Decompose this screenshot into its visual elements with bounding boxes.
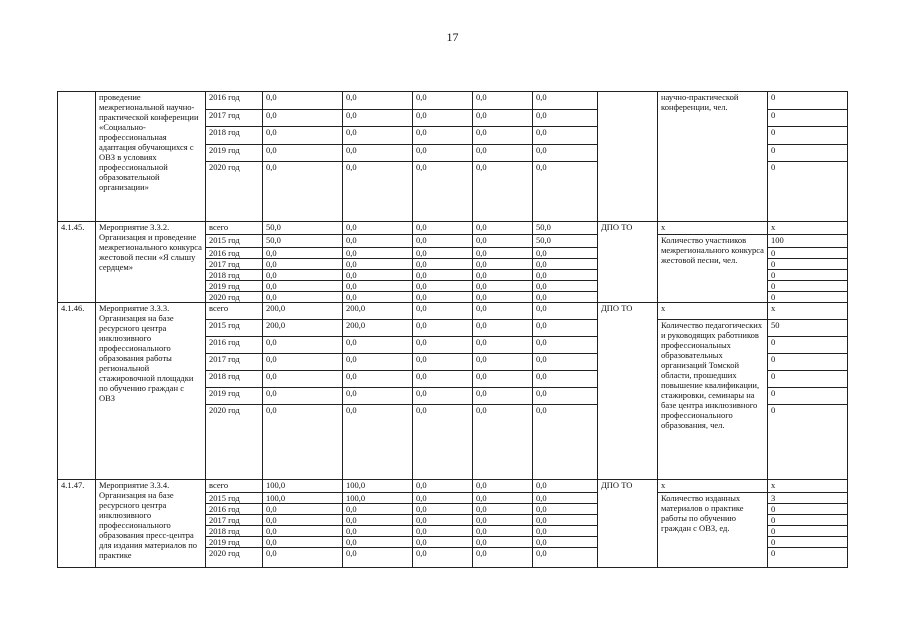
year-cell: 2016 год bbox=[206, 337, 263, 354]
value-cell: 0,0 bbox=[263, 162, 343, 222]
activity-title: Мероприятие 3.3.2. Организация и проведение межрегионального конкурса жестовой песни «Я слышу сердцем» bbox=[96, 222, 206, 303]
value-cell: 0,0 bbox=[533, 371, 598, 388]
indicator-value: 0 bbox=[768, 259, 848, 270]
year-cell: 2016 год bbox=[206, 248, 263, 259]
value-cell: 0,0 bbox=[263, 248, 343, 259]
page-number: 17 bbox=[446, 30, 459, 44]
value-cell: 0,0 bbox=[533, 480, 598, 493]
value-cell: 0,0 bbox=[473, 548, 533, 568]
value-cell: 0,0 bbox=[413, 480, 473, 493]
value-cell: 200,0 bbox=[263, 303, 343, 320]
value-cell: 0,0 bbox=[413, 222, 473, 235]
row-number: 4.1.45. bbox=[58, 222, 96, 303]
value-cell: 0,0 bbox=[533, 337, 598, 354]
indicator-value: 0 bbox=[768, 504, 848, 515]
value-cell: 50,0 bbox=[263, 222, 343, 235]
value-cell: 0,0 bbox=[473, 303, 533, 320]
value-cell: 0,0 bbox=[473, 110, 533, 127]
row-number: 4.1.46. bbox=[58, 303, 96, 480]
indicator-value: х bbox=[768, 303, 848, 320]
year-cell: 2020 год bbox=[206, 405, 263, 480]
indicator-x: х bbox=[658, 222, 768, 235]
value-cell: 0,0 bbox=[343, 222, 413, 235]
value-cell: 0,0 bbox=[413, 320, 473, 337]
value-cell: 0,0 bbox=[473, 235, 533, 248]
value-cell: 0,0 bbox=[473, 504, 533, 515]
indicator-value: 0 bbox=[768, 145, 848, 162]
value-cell: 50,0 bbox=[533, 235, 598, 248]
value-cell: 0,0 bbox=[263, 504, 343, 515]
value-cell: 0,0 bbox=[343, 292, 413, 303]
value-cell: 0,0 bbox=[533, 320, 598, 337]
value-cell: 0,0 bbox=[473, 493, 533, 504]
year-cell: 2019 год bbox=[206, 388, 263, 405]
indicator-value: 0 bbox=[768, 292, 848, 303]
year-cell: 2019 год bbox=[206, 145, 263, 162]
year-cell: всего bbox=[206, 480, 263, 493]
indicator-value: 0 bbox=[768, 354, 848, 371]
value-cell: 0,0 bbox=[343, 235, 413, 248]
value-cell: 0,0 bbox=[533, 110, 598, 127]
value-cell: 0,0 bbox=[263, 405, 343, 480]
value-cell: 0,0 bbox=[473, 371, 533, 388]
value-cell: 0,0 bbox=[533, 493, 598, 504]
value-cell: 0,0 bbox=[413, 371, 473, 388]
value-cell: 200,0 bbox=[263, 320, 343, 337]
value-cell: 200,0 bbox=[343, 320, 413, 337]
value-cell: 0,0 bbox=[473, 248, 533, 259]
value-cell: 100,0 bbox=[343, 480, 413, 493]
value-cell: 0,0 bbox=[473, 162, 533, 222]
value-cell: 0,0 bbox=[413, 92, 473, 110]
executor-cell: ДПО ТО bbox=[598, 222, 658, 303]
year-cell: 2019 год bbox=[206, 537, 263, 548]
value-cell: 0,0 bbox=[533, 127, 598, 145]
table-row bbox=[58, 92, 848, 110]
executor-cell: ДПО ТО bbox=[598, 303, 658, 480]
value-cell: 0,0 bbox=[263, 548, 343, 568]
value-cell: 0,0 bbox=[343, 405, 413, 480]
value-cell: 0,0 bbox=[533, 162, 598, 222]
value-cell: 0,0 bbox=[533, 303, 598, 320]
program-table bbox=[57, 91, 848, 568]
value-cell: 0,0 bbox=[533, 248, 598, 259]
value-cell: 0,0 bbox=[413, 292, 473, 303]
year-cell: 2017 год bbox=[206, 110, 263, 127]
indicator-value: 0 bbox=[768, 110, 848, 127]
value-cell: 0,0 bbox=[263, 371, 343, 388]
indicator-value: 0 bbox=[768, 281, 848, 292]
value-cell: 0,0 bbox=[263, 259, 343, 270]
value-cell: 0,0 bbox=[343, 145, 413, 162]
value-cell: 0,0 bbox=[413, 162, 473, 222]
value-cell: 0,0 bbox=[473, 270, 533, 281]
value-cell: 0,0 bbox=[343, 162, 413, 222]
indicator-name: научно-практической конференции, чел. bbox=[658, 92, 768, 222]
value-cell: 0,0 bbox=[413, 515, 473, 526]
year-cell: 2015 год bbox=[206, 320, 263, 337]
value-cell: 0,0 bbox=[473, 515, 533, 526]
value-cell: 0,0 bbox=[413, 405, 473, 480]
value-cell: 0,0 bbox=[473, 281, 533, 292]
indicator-name: Количество педагогических и руководящих работников профессиональных образовательных организаций Томской области, прошедших повышение квалификации, стажировки, семинары на базе центра инклюзивного профессионального образования, чел. bbox=[658, 320, 768, 480]
year-cell: 2018 год bbox=[206, 526, 263, 537]
value-cell: 0,0 bbox=[263, 337, 343, 354]
indicator-value: 0 bbox=[768, 526, 848, 537]
value-cell: 0,0 bbox=[343, 110, 413, 127]
indicator-value: 0 bbox=[768, 371, 848, 388]
value-cell: 0,0 bbox=[263, 281, 343, 292]
value-cell: 0,0 bbox=[473, 354, 533, 371]
value-cell: 0,0 bbox=[413, 127, 473, 145]
year-cell: 2016 год bbox=[206, 504, 263, 515]
value-cell: 0,0 bbox=[473, 92, 533, 110]
value-cell: 0,0 bbox=[343, 259, 413, 270]
row-number bbox=[58, 92, 96, 222]
value-cell: 0,0 bbox=[533, 515, 598, 526]
indicator-value: х bbox=[768, 222, 848, 235]
value-cell: 0,0 bbox=[413, 526, 473, 537]
value-cell: 0,0 bbox=[413, 504, 473, 515]
indicator-value: 0 bbox=[768, 537, 848, 548]
value-cell: 0,0 bbox=[533, 354, 598, 371]
value-cell: 0,0 bbox=[473, 388, 533, 405]
value-cell: 50,0 bbox=[533, 222, 598, 235]
value-cell: 0,0 bbox=[473, 537, 533, 548]
activity-title: Мероприятие 3.3.3. Организация на базе ресурсного центра инклюзивного профессионального образования работы региональной стажировочной площадки по обучению граждан с ОВЗ bbox=[96, 303, 206, 480]
indicator-value: 0 bbox=[768, 127, 848, 145]
value-cell: 0,0 bbox=[533, 388, 598, 405]
value-cell: 0,0 bbox=[343, 270, 413, 281]
indicator-value: 50 bbox=[768, 320, 848, 337]
indicator-value: 0 bbox=[768, 405, 848, 480]
year-cell: 2019 год bbox=[206, 281, 263, 292]
value-cell: 0,0 bbox=[473, 222, 533, 235]
indicator-value: 0 bbox=[768, 515, 848, 526]
value-cell: 0,0 bbox=[263, 388, 343, 405]
value-cell: 0,0 bbox=[413, 235, 473, 248]
value-cell: 0,0 bbox=[473, 405, 533, 480]
value-cell: 0,0 bbox=[263, 292, 343, 303]
value-cell: 0,0 bbox=[533, 548, 598, 568]
activity-title: Мероприятие 3.3.4. Организация на базе ресурсного центра инклюзивного профессионального образования пресс-центра для издания материалов по практике bbox=[96, 480, 206, 568]
indicator-value: 0 bbox=[768, 248, 848, 259]
executor-cell bbox=[598, 92, 658, 222]
table-row bbox=[58, 480, 848, 493]
year-cell: 2020 год bbox=[206, 162, 263, 222]
table-row bbox=[58, 303, 848, 320]
indicator-value: 0 bbox=[768, 337, 848, 354]
value-cell: 0,0 bbox=[413, 337, 473, 354]
value-cell: 100,0 bbox=[263, 493, 343, 504]
value-cell: 0,0 bbox=[343, 548, 413, 568]
indicator-value: 100 bbox=[768, 235, 848, 248]
value-cell: 100,0 bbox=[343, 493, 413, 504]
indicator-x: х bbox=[658, 480, 768, 493]
value-cell: 0,0 bbox=[533, 259, 598, 270]
value-cell: 0,0 bbox=[413, 259, 473, 270]
year-cell: 2015 год bbox=[206, 235, 263, 248]
year-cell: всего bbox=[206, 303, 263, 320]
value-cell: 0,0 bbox=[263, 92, 343, 110]
value-cell: 0,0 bbox=[533, 270, 598, 281]
value-cell: 0,0 bbox=[413, 145, 473, 162]
year-cell: 2020 год bbox=[206, 292, 263, 303]
value-cell: 0,0 bbox=[533, 292, 598, 303]
year-cell: 2020 год bbox=[206, 548, 263, 568]
value-cell: 0,0 bbox=[413, 270, 473, 281]
value-cell: 0,0 bbox=[343, 248, 413, 259]
year-cell: 2017 год bbox=[206, 515, 263, 526]
year-cell: 2018 год bbox=[206, 127, 263, 145]
value-cell: 200,0 bbox=[343, 303, 413, 320]
value-cell: 0,0 bbox=[343, 515, 413, 526]
value-cell: 0,0 bbox=[343, 354, 413, 371]
value-cell: 0,0 bbox=[533, 526, 598, 537]
value-cell: 0,0 bbox=[413, 303, 473, 320]
value-cell: 0,0 bbox=[263, 537, 343, 548]
value-cell: 0,0 bbox=[263, 526, 343, 537]
value-cell: 0,0 bbox=[343, 388, 413, 405]
value-cell: 0,0 bbox=[413, 388, 473, 405]
value-cell: 0,0 bbox=[473, 320, 533, 337]
value-cell: 0,0 bbox=[343, 337, 413, 354]
value-cell: 50,0 bbox=[263, 235, 343, 248]
value-cell: 0,0 bbox=[473, 145, 533, 162]
value-cell: 0,0 bbox=[413, 537, 473, 548]
value-cell: 0,0 bbox=[533, 504, 598, 515]
indicator-value: х bbox=[768, 480, 848, 493]
value-cell: 0,0 bbox=[533, 405, 598, 480]
indicator-x: х bbox=[658, 303, 768, 320]
indicator-name: Количество изданных материалов о практике работы по обучению граждан с ОВЗ, ед. bbox=[658, 493, 768, 568]
value-cell: 0,0 bbox=[343, 504, 413, 515]
indicator-value: 0 bbox=[768, 162, 848, 222]
value-cell: 0,0 bbox=[343, 92, 413, 110]
indicator-value: 0 bbox=[768, 92, 848, 110]
year-cell: 2016 год bbox=[206, 92, 263, 110]
value-cell: 0,0 bbox=[473, 480, 533, 493]
indicator-value: 3 bbox=[768, 493, 848, 504]
indicator-value: 0 bbox=[768, 548, 848, 568]
value-cell: 0,0 bbox=[473, 127, 533, 145]
year-cell: 2017 год bbox=[206, 259, 263, 270]
value-cell: 0,0 bbox=[413, 281, 473, 292]
value-cell: 0,0 bbox=[533, 281, 598, 292]
row-number: 4.1.47. bbox=[58, 480, 96, 568]
value-cell: 0,0 bbox=[533, 145, 598, 162]
value-cell: 0,0 bbox=[413, 493, 473, 504]
value-cell: 0,0 bbox=[343, 127, 413, 145]
indicator-value: 0 bbox=[768, 388, 848, 405]
value-cell: 0,0 bbox=[473, 259, 533, 270]
value-cell: 0,0 bbox=[263, 515, 343, 526]
year-cell: 2018 год bbox=[206, 371, 263, 388]
year-cell: 2015 год bbox=[206, 493, 263, 504]
value-cell: 0,0 bbox=[343, 526, 413, 537]
value-cell: 0,0 bbox=[263, 270, 343, 281]
executor-cell: ДПО ТО bbox=[598, 480, 658, 568]
indicator-name: Количество участников межрегионального конкурса жестовой песни, чел. bbox=[658, 235, 768, 303]
value-cell: 0,0 bbox=[263, 145, 343, 162]
value-cell: 0,0 bbox=[263, 354, 343, 371]
value-cell: 0,0 bbox=[343, 371, 413, 388]
value-cell: 0,0 bbox=[343, 537, 413, 548]
table-body bbox=[58, 92, 848, 568]
year-cell: всего bbox=[206, 222, 263, 235]
value-cell: 0,0 bbox=[473, 337, 533, 354]
value-cell: 0,0 bbox=[413, 248, 473, 259]
value-cell: 0,0 bbox=[533, 537, 598, 548]
value-cell: 0,0 bbox=[263, 110, 343, 127]
value-cell: 0,0 bbox=[343, 281, 413, 292]
value-cell: 0,0 bbox=[473, 292, 533, 303]
value-cell: 100,0 bbox=[263, 480, 343, 493]
year-cell: 2017 год bbox=[206, 354, 263, 371]
value-cell: 0,0 bbox=[413, 354, 473, 371]
year-cell: 2018 год bbox=[206, 270, 263, 281]
table-row bbox=[58, 222, 848, 235]
value-cell: 0,0 bbox=[473, 526, 533, 537]
activity-title: проведение межрегиональной научно-практической конференции «Социально-профессиональная адаптация обучающихся с ОВЗ в условиях профессиональной образовательной организации» bbox=[96, 92, 206, 222]
value-cell: 0,0 bbox=[263, 127, 343, 145]
value-cell: 0,0 bbox=[533, 92, 598, 110]
indicator-value: 0 bbox=[768, 270, 848, 281]
value-cell: 0,0 bbox=[413, 110, 473, 127]
value-cell: 0,0 bbox=[413, 548, 473, 568]
